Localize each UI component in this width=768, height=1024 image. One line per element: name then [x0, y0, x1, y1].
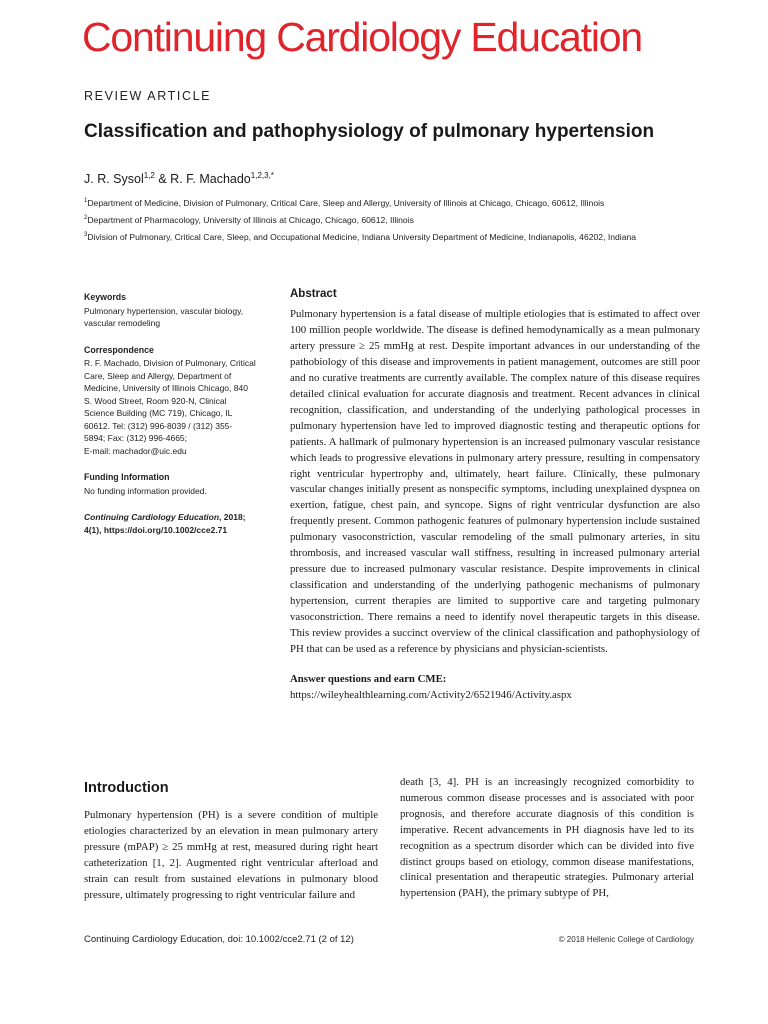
affiliation — [84, 194, 724, 211]
introduction-left-column: Pulmonary hypertension (PH) is a severe condition of multiple etiologies characterized by an elevation in mean pulmonary artery pressure (mPAP) ≥ 25 mmHg at rest, measured during right heart catheterization [1, 2]. Augmented right ventricular afterload and strain can result from sustained elevations in pulmonary blood pressure, ultimately progressing to right ventricular failure and — [84, 809, 378, 901]
keywords-text: Pulmonary hypertension, vascular biology, vascular remodeling — [84, 305, 244, 328]
author-name: R. F. Machado — [170, 172, 251, 187]
author-affiliation-marker: 1,2,3, — [250, 171, 271, 180]
footer-copyright: © 2018 Hellenic College of Cardiology — [558, 935, 694, 944]
correspondence-heading: Correspondence — [84, 344, 154, 355]
abstract-body: Pulmonary hypertension is a fatal disease of multiple etiologies that is estimated to affect over 100 million people worldwide. The disease is defined hemodynamically as a mean pulmonary artery pressure ≥ 25 mmHg at rest. Despite important advances in our understanding of the pathobiology of this disease and improvements in patient management, outcomes are still poor and no curative treatments are currently available. The complex nature of this disease requires detailed clinical evaluation for accurate diagnosis and treatment. Recent advances in clinical recognition, classification, and understanding of the underlying pathological processes in pulmonary hypertension have led to improved diagnostic testing and therapeutic options for patients. A hallmark of pulmonary hypertension is an increased pulmonary vascular resistance which leads to progressive elevations in pulmonary artery pressure, resulting in compensatory right ventricular hypertrophy and, ultimately, heart failure. Clinically, these pulmonary vascular changes initially present as nonspecific symptoms, including unexplained dyspnea on exertion, fatigue, chest pain, and syncope. Signs of right ventricular dysfunction are also frequently present. Common pathogenic features of pulmonary hypertension include sustained pulmonary vasoconstriction, vascular remodeling of the small pulmonary arteries, in situ thrombosis, and increased vascular wall stiffness, resulting in increased pulmonary arterial pressure due to increased pulmonary vascular resistance. Despite improvements in clinical classification and understanding of the underlying pathogenic mechanisms of pulmonary hypertension, current therapies are limited to supportive care and targeting pulmonary vasoconstriction. There remains a need to identify novel therapeutic targets in this disease. This review provides a succinct overview of the clinical classification and pathophysiology of PH that can be used as a reference by physicians and physician-scientists. — [290, 308, 700, 656]
keywords-heading: Keywords — [84, 292, 127, 302]
affiliation-number: 1 — [84, 198, 88, 204]
affiliation — [84, 211, 724, 228]
author-list — [84, 171, 274, 186]
introduction-heading: Introduction — [84, 780, 169, 796]
affiliation-text: Department of Medicine, Division of Pulmonary, Critical Care, Sleep and Allergy, University of Illinois at Chicago, Chicago, 60612, Illinois — [87, 197, 605, 208]
article-sidebar — [84, 291, 269, 550]
author-name: J. R. Sysol — [84, 172, 144, 187]
affiliation-number: 2 — [84, 214, 88, 221]
introduction-right-column: death [3, 4]. PH is an increasingly recognized comorbidity to numerous common disease processes and is associated with poor prognosis, and therefore accurate diagnosis of this condition is imperative. Recent advancements in PH diagnosis have led to its recognition as a spectrum disorder which can be divided into five distinct groups based on etiology, common disease manifestations, clinical presentation and therapeutic strategies. Pulmonary arterial hypertension (PAH), the primary subtype of PH, — [400, 776, 694, 900]
citation-block — [84, 511, 269, 536]
affiliation-text: Department of Pharmacology, University of Illinois at Chicago, Chicago, 60612, Illinois — [87, 214, 414, 225]
author-affiliation-marker: 1,2 — [143, 171, 155, 180]
journal-title: Continuing Cardiology Education — [82, 14, 642, 60]
corresponding-author-mark: * — [270, 171, 274, 180]
author-separator: & — [154, 172, 171, 187]
citation-journal: Continuing Cardiology Education — [84, 512, 220, 522]
article-title: Classification and pathophysiology of pulmonary hypertension — [84, 121, 655, 142]
cme-line — [290, 672, 700, 704]
funding-heading: Funding Information — [84, 472, 170, 482]
citation-details: , 2018; 4(1), https://doi.org/10.1002/cce2.71 — [84, 512, 246, 535]
funding-text: No funding information provided. — [84, 485, 207, 496]
funding-block — [84, 471, 269, 497]
cme-label: Answer questions and earn CME: — [290, 672, 447, 685]
affiliation-list — [84, 194, 724, 245]
footer-citation: Continuing Cardiology Education, doi: 10.1002/cce2.71 (2 of 12) — [84, 934, 354, 945]
abstract-heading: Abstract — [290, 288, 337, 300]
abstract-section — [290, 288, 700, 704]
correspondence-block — [84, 344, 269, 458]
affiliation-text: Division of Pulmonary, Critical Care, Sleep, and Occupational Medicine, Indiana University Department of Medicine, Indianapolis, 46202, Indiana — [87, 231, 637, 242]
cme-link[interactable]: https://wileyhealthlearning.com/Activity2/6521946/Activity.aspx — [290, 688, 572, 701]
keywords-block — [84, 291, 269, 330]
correspondence-text: R. F. Machado, Division of Pulmonary, Critical Care, Sleep and Allergy, Department of Medicine, University of Illinois Chicago, 840 S. Wood Street, Room 920-N, Clinical Science Building (MC 719), Chicago, IL 60612. Tel: (312) 996-8039 / (312) 355- 5894; Fax: (312) 996-4665; E-mail: machador@uic.edu — [84, 358, 256, 456]
article-type: REVIEW ARTICLE — [84, 89, 212, 103]
affiliation-number: 3 — [84, 231, 88, 238]
affiliation — [84, 228, 724, 245]
